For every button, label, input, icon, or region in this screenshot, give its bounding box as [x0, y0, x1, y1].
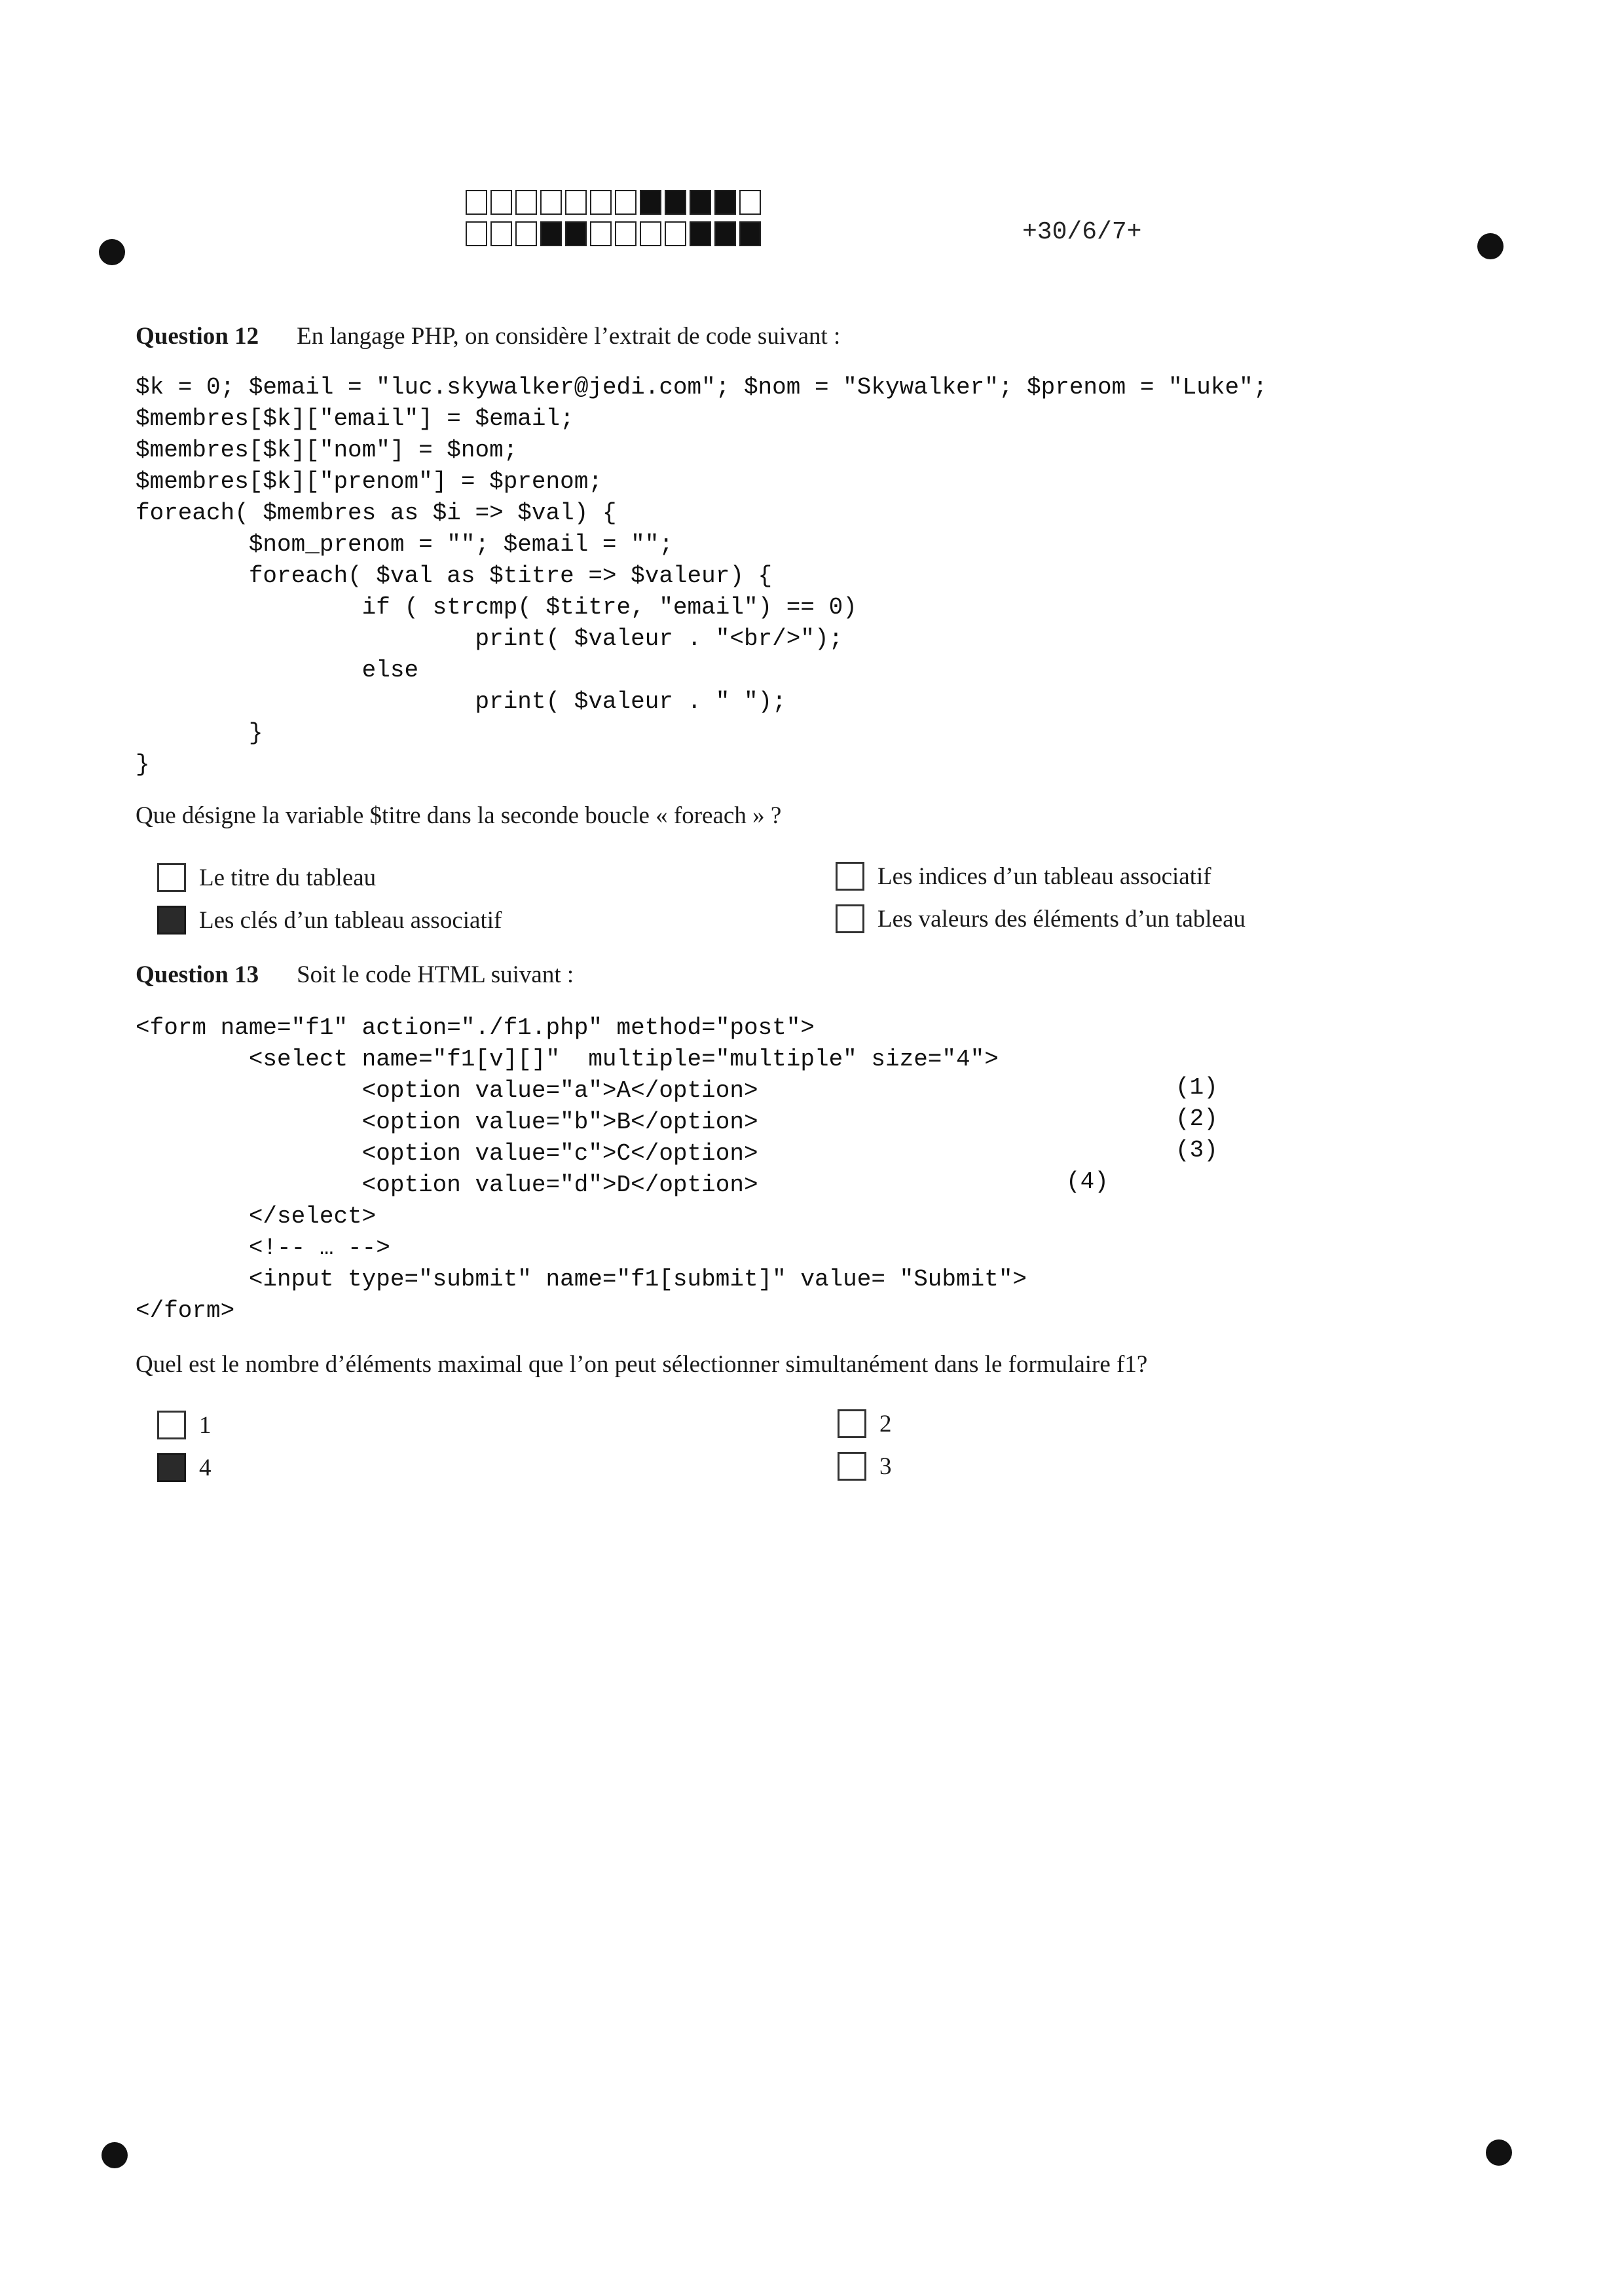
- barcode-cell-empty: [565, 190, 587, 215]
- checkbox[interactable]: [157, 863, 186, 892]
- page-code: +30/6/7+: [1022, 218, 1142, 246]
- code-line: <option value="c">C</option>: [136, 1140, 758, 1167]
- question-12-header: [136, 322, 840, 350]
- code-line: <option value="a">A</option>: [136, 1077, 758, 1104]
- barcode-cell-filled: [540, 221, 562, 246]
- barcode-cell-filled: [714, 190, 736, 215]
- option-annotation: (2): [1175, 1105, 1218, 1132]
- barcode-cell-empty: [739, 190, 761, 215]
- code-line: if ( strcmp( $titre, "email") == 0): [136, 594, 857, 621]
- barcode-cell-filled: [739, 221, 761, 246]
- option-label: Le titre du tableau: [199, 864, 377, 891]
- code-line: }: [136, 751, 150, 778]
- option-label: Les indices d’un tableau associatif: [877, 862, 1211, 890]
- php-code-block: [136, 372, 1267, 781]
- barcode-cell-empty: [466, 190, 487, 215]
- question-12-text: Que désigne la variable $titre dans la seconde boucle « foreach » ?: [136, 802, 782, 829]
- q12-option-3[interactable]: [157, 906, 502, 935]
- barcode-cell-empty: [490, 221, 512, 246]
- barcode-cell-filled: [690, 221, 711, 246]
- question-number: Question 12: [136, 323, 259, 350]
- code-line: <select name="f1[v][]" multiple="multiple" size="4">: [136, 1046, 999, 1073]
- option-label: 1: [199, 1411, 212, 1439]
- code-line: foreach( $val as $titre => $valeur) {: [136, 563, 773, 589]
- code-line: $membres[$k]["email"] = $email;: [136, 405, 574, 432]
- html-code-block: [136, 1012, 1027, 1327]
- q12-option-4[interactable]: [836, 904, 1246, 933]
- barcode-cell-empty: [665, 221, 686, 246]
- barcode-cell-filled: [640, 190, 661, 215]
- q13-option-3[interactable]: [157, 1453, 212, 1482]
- registration-mark-bottom-left: [101, 2142, 128, 2168]
- code-line: foreach( $membres as $i => $val) {: [136, 500, 617, 527]
- barcode-cell-empty: [640, 221, 661, 246]
- barcode-cell-filled: [565, 221, 587, 246]
- code-line: <!-- … -->: [136, 1234, 390, 1261]
- question-13-text: Quel est le nombre d’éléments maximal que l’on peut sélectionner simultanément dans le formulaire f1?: [136, 1351, 1148, 1378]
- checkbox-checked[interactable]: [157, 1453, 186, 1482]
- checkbox[interactable]: [157, 1411, 186, 1439]
- barcode-cell-filled: [714, 221, 736, 246]
- barcode-cell-filled: [665, 190, 686, 215]
- registration-mark-bottom-right: [1486, 2139, 1512, 2166]
- q13-option-1[interactable]: [157, 1411, 212, 1439]
- code-line: }: [136, 720, 263, 747]
- barcode-cell-empty: [540, 190, 562, 215]
- option-label: 2: [879, 1410, 892, 1437]
- checkbox[interactable]: [838, 1409, 866, 1438]
- barcode-cell-empty: [590, 221, 612, 246]
- checkbox[interactable]: [836, 904, 864, 933]
- code-line: else: [136, 657, 419, 684]
- option-label: Les valeurs des éléments d’un tableau: [877, 905, 1246, 933]
- option-label: 4: [199, 1454, 212, 1481]
- question-intro: En langage PHP, on considère l’extrait de code suivant :: [297, 323, 841, 350]
- checkbox[interactable]: [838, 1452, 866, 1481]
- option-label: 3: [879, 1453, 892, 1480]
- code-line: <option value="d">D</option>: [136, 1172, 758, 1198]
- question-intro: Soit le code HTML suivant :: [297, 961, 574, 988]
- q13-option-2[interactable]: [838, 1409, 892, 1438]
- code-line: $membres[$k]["nom"] = $nom;: [136, 437, 518, 464]
- code-line: <input type="submit" name="f1[submit]" value= "Submit">: [136, 1266, 1027, 1293]
- code-line: <option value="b">B</option>: [136, 1109, 758, 1136]
- code-line: $nom_prenom = ""; $email = "";: [136, 531, 673, 558]
- question-number: Question 13: [136, 961, 259, 988]
- q12-option-2[interactable]: [836, 862, 1211, 891]
- code-line: </form>: [136, 1297, 235, 1324]
- option-label: Les clés d’un tableau associatif: [199, 906, 502, 934]
- code-line: $membres[$k]["prenom"] = $prenom;: [136, 468, 602, 495]
- barcode-cell-empty: [515, 190, 537, 215]
- barcode-cell-empty: [615, 190, 637, 215]
- barcode-cell-empty: [515, 221, 537, 246]
- code-line: $k = 0; $email = "luc.skywalker@jedi.com"; $nom = "Skywalker"; $prenom = "Luke";: [136, 374, 1268, 401]
- barcode-row: [466, 190, 764, 215]
- code-line: print( $valeur . " ");: [136, 688, 786, 715]
- barcode-row: [466, 221, 764, 246]
- q13-option-4[interactable]: [838, 1452, 892, 1481]
- code-line: </select>: [136, 1203, 377, 1230]
- option-annotation: (3): [1175, 1137, 1218, 1164]
- barcode-cell-empty: [590, 190, 612, 215]
- code-line: <form name="f1" action="./f1.php" method="post">: [136, 1014, 815, 1041]
- q12-option-1[interactable]: [157, 863, 376, 892]
- registration-mark-top-left: [99, 239, 125, 265]
- barcode-cell-filled: [690, 190, 711, 215]
- barcode-cell-empty: [466, 221, 487, 246]
- checkbox-checked[interactable]: [157, 906, 186, 935]
- code-line: print( $valeur . "<br/>");: [136, 625, 843, 652]
- registration-mark-top-right: [1477, 233, 1504, 259]
- option-annotation: (4): [1066, 1168, 1109, 1195]
- barcode-cell-empty: [490, 190, 512, 215]
- checkbox[interactable]: [836, 862, 864, 891]
- question-13-header: [136, 961, 574, 989]
- barcode-cell-empty: [615, 221, 637, 246]
- option-annotation: (1): [1175, 1074, 1218, 1101]
